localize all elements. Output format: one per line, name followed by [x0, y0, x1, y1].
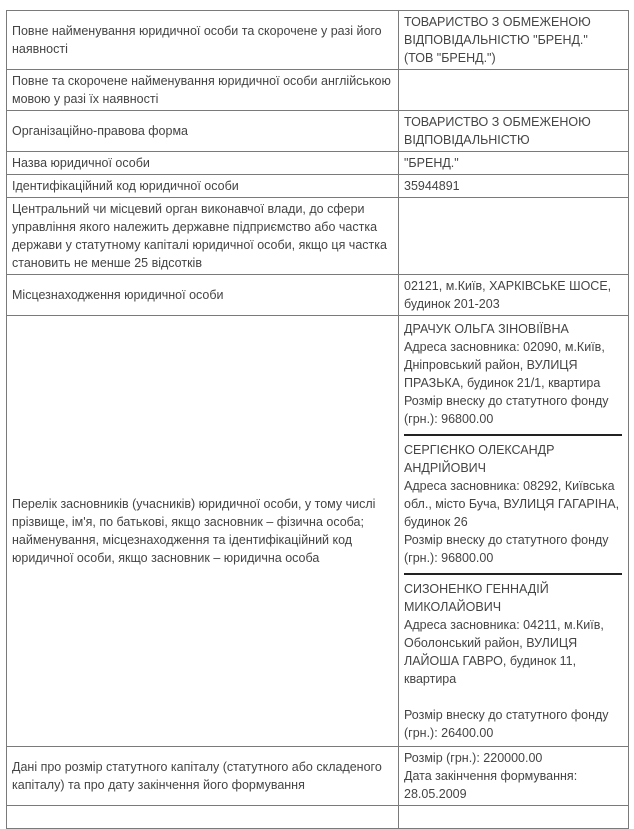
row-label: Організаційно-правова форма [7, 111, 399, 152]
value-line: "БРЕНД." [404, 156, 459, 170]
row-value-governing-authority [399, 198, 629, 275]
row-value-entity-name [399, 152, 629, 175]
row-value-authorized-capital [399, 747, 629, 806]
row-label: Місцезнаходження юридичної особи [7, 275, 399, 316]
founder-name: СИЗОНЕНКО ГЕННАДІЙ МИКОЛАЙОВИЧ [404, 582, 549, 614]
founder-address: Адреса засновника: 02090, м.Київ, Дніпровський район, ВУЛИЦЯ ПРАЗЬКА, будинок 21/1, квартира [404, 340, 605, 390]
value-line: ВІДПОВІДАЛЬНІСТЮ [404, 133, 530, 147]
founder-entry [404, 580, 622, 742]
founder-contribution: Розмір внеску до статутного фонду (грн.): 96800.00 [404, 394, 609, 426]
row-label: Центральний чи місцевий орган виконавчої влади, до сфери управління якого належить державне підприємство або частка держави у статутному капіталі юридичної особи, якщо ця частка становить не менше 25 відсотків [7, 198, 399, 275]
value-line: 02121, м.Київ, ХАРКІВСЬКЕ ШОСЕ, [404, 279, 612, 293]
row-label [7, 806, 399, 829]
value-line: (ТОВ "БРЕНД.") [404, 51, 496, 65]
table-row-english-name [7, 70, 629, 111]
table-row-founders [7, 316, 629, 747]
table-row-next [7, 806, 629, 829]
row-label: Повне найменування юридичної особи та скорочене у разі його наявності [7, 11, 399, 70]
founder-divider [404, 573, 622, 575]
row-value-next [399, 806, 629, 829]
founder-divider [404, 434, 622, 436]
table-row-id-code [7, 175, 629, 198]
founder-address: Адреса засновника: 04211, м.Київ, Оболонський район, ВУЛИЦЯ ЛАЙОША ГАВРО, будинок 11, квартира [404, 618, 604, 686]
blank-line [404, 688, 622, 706]
founder-address: Адреса засновника: 08292, Київська обл., місто Буча, ВУЛИЦЯ ГАГАРІНА, будинок 26 [404, 479, 620, 529]
founder-contribution: Розмір внеску до статутного фонду (грн.): 96800.00 [404, 533, 609, 565]
row-label: Перелік засновників (учасників) юридичної особи, у тому числі прізвище, ім'я, по батькові, якщо засновник – фізична особа; найменування, місцезнаходження та ідентифікаційний код юридичної особи, якщо засновник – юридична особа [7, 316, 399, 747]
legal-entity-registry-table [6, 10, 629, 829]
table-row-governing-authority [7, 198, 629, 275]
row-value-id-code [399, 175, 629, 198]
value-line: ТОВАРИСТВО З ОБМЕЖЕНОЮ [404, 15, 591, 29]
table-row-entity-name [7, 152, 629, 175]
row-label: Назва юридичної особи [7, 152, 399, 175]
row-value-founders [399, 316, 629, 747]
value-line: будинок 201-203 [404, 297, 500, 311]
founder-entry [404, 320, 622, 428]
value-line: Розмір (грн.): 220000.00 [404, 751, 543, 765]
founder-contribution: Розмір внеску до статутного фонду (грн.): 26400.00 [404, 708, 609, 740]
value-line: 28.05.2009 [404, 787, 467, 801]
founder-entry [404, 441, 622, 567]
row-value-legal-form [399, 111, 629, 152]
table-row-full-name [7, 11, 629, 70]
founder-name: ДРАЧУК ОЛЬГА ЗІНОВІЇВНА [404, 322, 569, 336]
founder-name: СЕРГІЄНКО ОЛЕКСАНДР АНДРІЙОВИЧ [404, 443, 555, 475]
row-label: Дані про розмір статутного капіталу (статутного або складеного капіталу) та про дату закінчення його формування [7, 747, 399, 806]
row-label: Повне та скорочене найменування юридичної особи англійською мовою у разі їх наявності [7, 70, 399, 111]
table-row-location [7, 275, 629, 316]
table-row-authorized-capital [7, 747, 629, 806]
row-value-location [399, 275, 629, 316]
value-line: ВІДПОВІДАЛЬНІСТЮ "БРЕНД." [404, 33, 588, 47]
value-line: 35944891 [404, 179, 460, 193]
row-value-full-name [399, 11, 629, 70]
row-value-english-name [399, 70, 629, 111]
table-row-legal-form [7, 111, 629, 152]
row-label: Ідентифікаційний код юридичної особи [7, 175, 399, 198]
value-line: Дата закінчення формування: [404, 769, 578, 783]
value-line: ТОВАРИСТВО З ОБМЕЖЕНОЮ [404, 115, 591, 129]
